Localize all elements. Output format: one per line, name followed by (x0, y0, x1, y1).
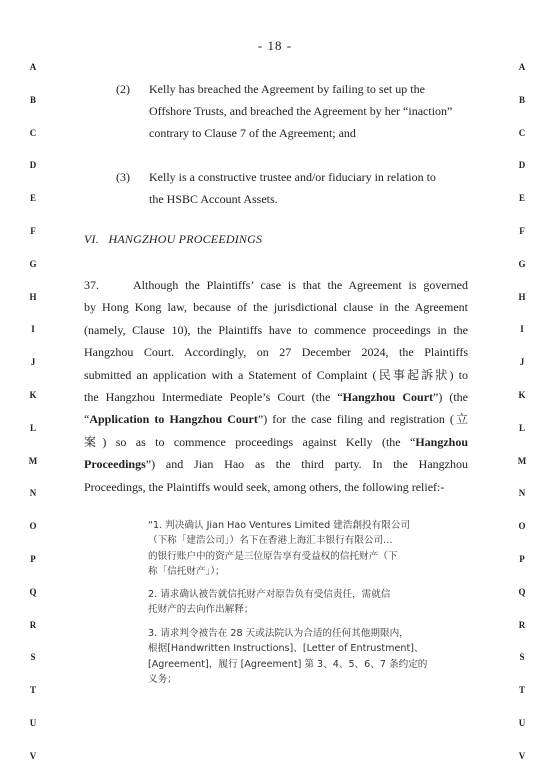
defined-term: Hangzhou Court (342, 390, 434, 405)
margin-letter-t: T (518, 685, 525, 696)
paragraph-line: submitted an application with a Statement of Complaint (民事起訴狀) to (84, 367, 468, 382)
paragraph-37 (84, 274, 468, 498)
margin-letter-a: A (518, 62, 526, 72)
sub-item-number: (3) (116, 170, 130, 184)
margin-letter-r: R (518, 619, 526, 630)
paragraph-text: ”) and Jian Hao as the third party. In the Hangzhou (145, 457, 468, 472)
page-number: - 18 - (257, 38, 293, 53)
margin-letter-h: H (518, 291, 526, 302)
paragraph-number: 37. (84, 278, 99, 292)
paragraph-line: by Hong Kong law, because of the jurisdictional clause in the Agreement (84, 300, 468, 315)
defined-term: Hangzhou (415, 434, 468, 449)
margin-letter-h: H (29, 291, 37, 302)
margin-letter-q: Q (518, 586, 526, 597)
sub-item-line: contrary to Clause 7 of the Agreement; and (149, 126, 356, 140)
margin-letter-q: Q (29, 586, 37, 597)
margin-letter-k: K (518, 390, 526, 400)
margin-letter-l: L (29, 422, 36, 433)
quote-line: 称「信托财产」）； (148, 565, 225, 577)
margin-letter-n: N (29, 488, 37, 499)
quote-line: [Agreement]，履行 [Agreement] 第 3、4、5、6、7 条约定的 (148, 658, 428, 670)
section-heading: VI. HANGZHOU PROCEEDINGS (84, 232, 263, 246)
sub-item-line: Kelly has breached the Agreement by failing to set up the (149, 82, 425, 96)
paragraph-line: (namely, Clause 10), the Plaintiffs have to commence proceedings in the (84, 322, 468, 337)
margin-letter-f: F (519, 226, 525, 236)
quote-line: 托财产的去向作出解释； (148, 604, 254, 616)
paragraph-text: ”) (the (433, 390, 469, 405)
margin-letter-j: J (30, 357, 36, 368)
paragraph-line (84, 386, 468, 408)
margin-letter-p: P (30, 554, 36, 564)
quoted-relief-1 (148, 518, 444, 579)
margin-letter-j: J (519, 357, 525, 368)
paragraph-text: the Hangzhou Intermediate People’s Court (the “ (84, 390, 343, 405)
margin-letter-v: V (518, 750, 526, 761)
margin-letter-d: D (518, 160, 526, 171)
margin-letter-u: U (518, 718, 526, 728)
margin-letter-p: P (519, 554, 525, 564)
margin-letter-s: S (30, 652, 36, 663)
sub-item-number: (2) (116, 82, 130, 96)
margin-letter-u: U (29, 718, 37, 728)
margin-letter-b: B (518, 94, 525, 105)
margin-letter-s: S (519, 652, 525, 663)
margin-letter-d: D (29, 160, 37, 171)
sub-item-line: the HSBC Account Assets. (149, 192, 278, 206)
quote-line: 义务； (148, 673, 177, 685)
margin-letter-a: A (29, 62, 37, 72)
quoted-relief-2 (148, 587, 444, 618)
margin-letter-k: K (29, 390, 37, 400)
margin-letter-o: O (518, 521, 526, 532)
quote-line: （下称「建浩公司」）名下在香港上海汇丰银行有限公司… (148, 535, 393, 547)
margin-letter-v: V (29, 750, 37, 761)
margin-letter-i: I (31, 324, 35, 335)
sub-item-line: Kelly is a constructive trustee and/or fiduciary in relation to (149, 170, 436, 184)
margin-letter-n: N (518, 488, 526, 499)
defined-term: Application to Hangzhou Court (89, 412, 258, 427)
margin-letter-l: L (518, 422, 525, 433)
quote-line: 根据[Handwritten Instructions]、[Letter of Entrustment]、 (148, 643, 424, 655)
paragraph-text: 案) so as to commence proceedings against Kelly (the “ (84, 434, 416, 449)
sub-item-line: Offshore Trusts, and breached the Agreement by her “inaction” (149, 104, 453, 118)
quote-line: “1. 判决确认 Jian Hao Ventures Limited 建浩創投有限公司 (148, 520, 411, 531)
margin-letter-o: O (29, 521, 37, 532)
margin-letter-e: E (518, 193, 525, 204)
margin-letter-m: M (517, 455, 527, 466)
margin-letter-r: R (29, 619, 37, 630)
margin-letter-g: G (29, 258, 37, 269)
defined-term: Proceedings (84, 457, 146, 472)
paragraph-line: Proceedings, the Plaintiffs would seek, among others, the following relief:- (84, 479, 445, 494)
margin-letter-g: G (518, 258, 526, 269)
margin-letter-m: M (28, 455, 38, 466)
margin-letter-c: C (518, 127, 526, 138)
paragraph-line (84, 431, 468, 453)
quote-line: 2. 请求确认被告就信托财产对原告负有受信责任，需就信 (148, 589, 391, 600)
margin-letter-t: T (29, 685, 36, 696)
paragraph-line (84, 274, 468, 296)
margin-letter-b: B (29, 94, 36, 105)
margin-letter-e: E (29, 193, 36, 204)
quoted-relief-3 (148, 626, 444, 687)
margin-letter-i: I (520, 324, 524, 335)
margin-letter-f: F (30, 226, 36, 236)
paragraph-text: “ (84, 412, 90, 427)
paragraph-text: Although the Plaintiffs’ case is that the Agreement is governed (133, 278, 468, 292)
paragraph-line (84, 453, 468, 475)
quote-line: 3. 请求判令被告在 28 天或法院认为合适的任何其他期限内， (148, 628, 409, 639)
quote-line: 的银行账户中的资产是三位原告享有受益权的信托财产（下 (148, 550, 398, 562)
paragraph-line (84, 408, 468, 430)
margin-letter-c: C (29, 127, 37, 138)
paragraph-text: ”) for the case filing and registration (立 (257, 412, 468, 427)
paragraph-line: Hangzhou Court. Accordingly, on 27 December 2024, the Plaintiffs (84, 345, 468, 360)
